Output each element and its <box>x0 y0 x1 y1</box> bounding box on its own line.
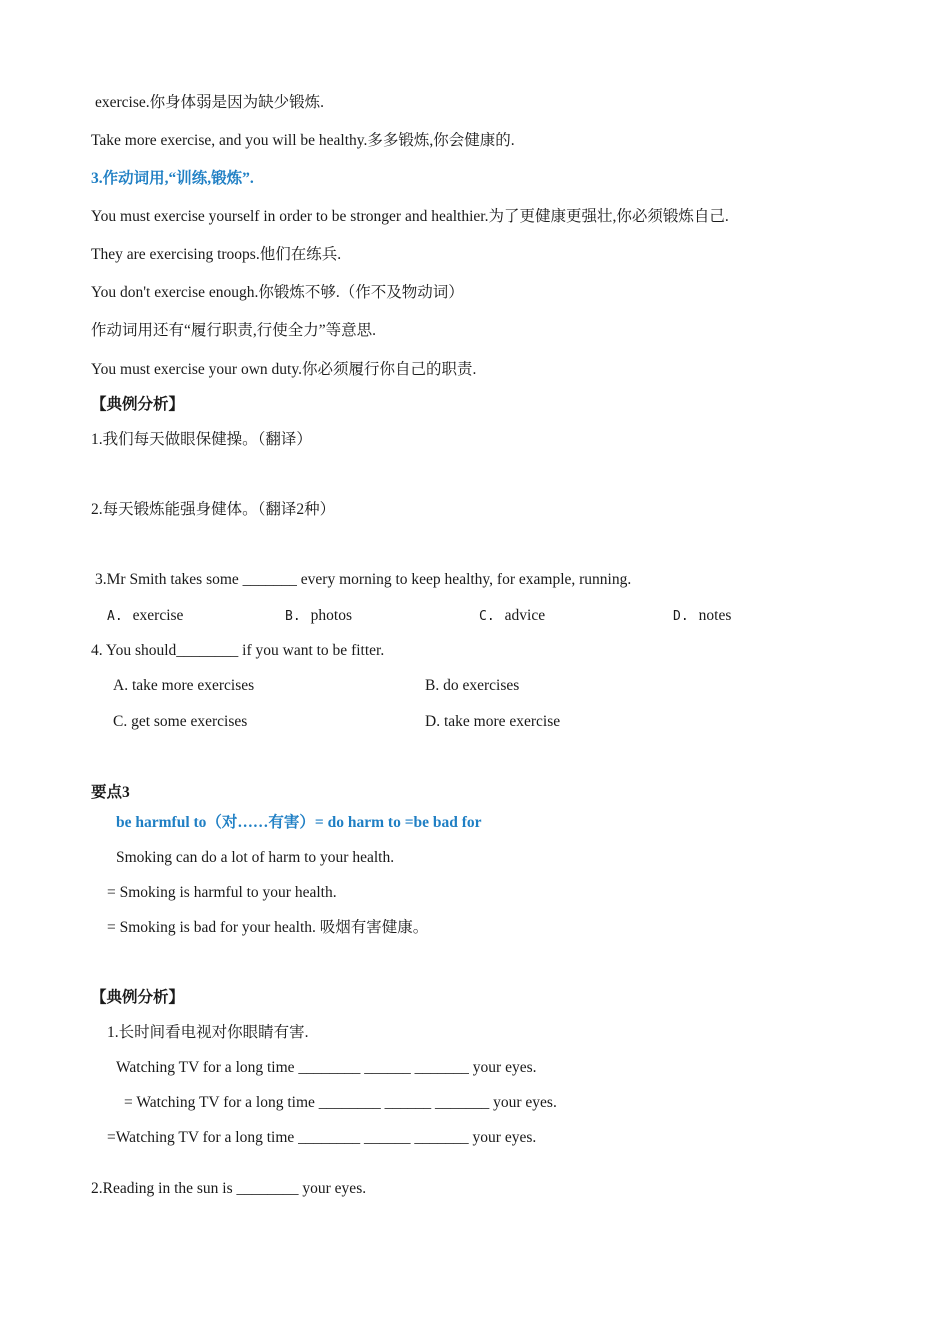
section3-line-2: They are exercising troops.他们在练兵. <box>91 246 342 263</box>
section3-line-5: You must exercise your own duty.你必须履行你自己的职责. <box>91 361 477 378</box>
exercise-noun-example-line: exercise.你身体弱是因为缺少锻炼. <box>95 94 325 111</box>
example2-q1-blank-line-2: = Watching TV for a long time ________ ______ _______ your eyes. <box>124 1094 557 1111</box>
example1-question-1: 1.我们每天做眼保健操。（翻译） <box>91 431 312 448</box>
section3-heading: 3.作动词用,“训练,锻炼”. <box>91 170 254 187</box>
q4-option-a: A. take more exercises <box>113 677 255 694</box>
q4-option-b: B. do exercises <box>425 677 520 694</box>
example1-question-2: 2.每天锻炼能强身健体。（翻译2种） <box>91 501 336 518</box>
q3-option-c: C. advice <box>479 607 546 624</box>
examples-heading-1: 【典例分析】 <box>91 396 185 413</box>
q4-option-c: C. get some exercises <box>113 713 248 730</box>
point3-line-2: = Smoking is harmful to your health. <box>107 884 337 901</box>
examples-heading-2: 【典例分析】 <box>91 989 185 1006</box>
take-more-exercise-line: Take more exercise, and you will be healthy.多多锻炼,你会健康的. <box>91 132 515 149</box>
section3-line-1: You must exercise yourself in order to be stronger and healthier.为了更健康更强壮,你必须锻炼自己. <box>91 208 729 225</box>
point3-line-1: Smoking can do a lot of harm to your health. <box>116 849 395 866</box>
example1-question-4: 4. You should________ if you want to be fitter. <box>91 642 385 659</box>
section3-line-4: 作动词用还有“履行职责,行使全力”等意思. <box>91 322 377 339</box>
example1-question-3: 3.Mr Smith takes some _______ every morning to keep healthy, for example, running. <box>95 571 632 588</box>
point3-line-3: = Smoking is bad for your health. 吸烟有害健康。 <box>107 919 429 936</box>
q3-option-d: D. notes <box>673 607 732 624</box>
example2-question-2: 2.Reading in the sun is ________ your eyes. <box>91 1180 367 1197</box>
point3-heading: 要点3 <box>91 784 130 801</box>
q3-option-a: A. exercise <box>107 607 184 624</box>
q3-option-b: B. photos <box>285 607 352 624</box>
example2-q1-blank-line-1: Watching TV for a long time ________ ______ _______ your eyes. <box>116 1059 537 1076</box>
example2-q1-blank-line-3: =Watching TV for a long time ________ ______ _______ your eyes. <box>107 1129 537 1146</box>
point3-subheading: be harmful to（对……有害）= do harm to =be bad for <box>116 814 482 831</box>
example2-question-1: 1.长时间看电视对你眼睛有害. <box>107 1024 309 1041</box>
section3-line-3: You don't exercise enough.你锻炼不够.（作不及物动词） <box>91 284 464 301</box>
q4-option-d: D. take more exercise <box>425 713 561 730</box>
